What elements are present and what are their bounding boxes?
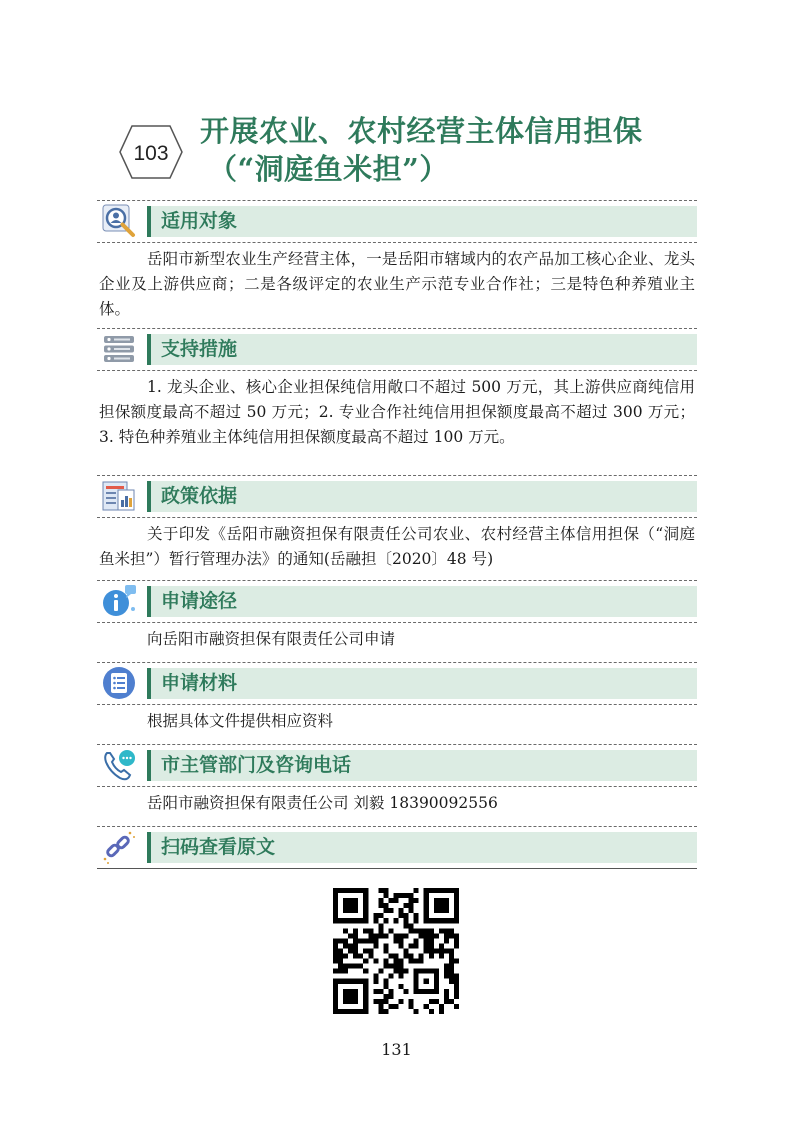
page-title [200,112,643,188]
section-header [97,662,697,705]
section-application-materials [97,662,697,740]
section-body: 岳阳市融资担保有限责任公司 刘毅 18390092556 [147,794,498,812]
section-title: 扫码查看原文 [161,836,276,858]
section-scan-original [97,826,697,869]
section-applicable-targets [97,200,697,328]
section-body: 关于印发《岳阳市融资担保有限责任公司农业、农村经营主体信用担保（“洞庭鱼米担”）暂行管理办法》的通知(岳融担〔2020〕48 号) [99,525,695,568]
section-contact [97,744,697,822]
info-chat-icon [101,583,137,619]
qr-code[interactable] [333,888,459,1014]
section-title: 政策依据 [161,485,238,507]
item-number: 103 [133,142,169,165]
magnifier-person-icon [101,203,137,239]
section-application-channel [97,580,697,658]
section-support-measures [97,328,697,456]
phone-icon [101,747,137,783]
section-body: 向岳阳市融资担保有限责任公司申请 [147,630,396,648]
title-line-2: （“洞庭鱼米担”） [208,152,449,186]
section-header [97,328,697,371]
section-body: 根据具体文件提供相应资料 [147,712,334,730]
section-body: 岳阳市新型农业生产经营主体，一是岳阳市辖域内的农产品加工核心企业、龙头企业及上游供应商；二是各级评定的农业生产示范专业合作社；三是特色种养殖业主体。 [99,250,695,318]
page-number: 131 [381,1040,412,1059]
section-title: 市主管部门及咨询电话 [161,754,352,776]
item-number-badge [118,124,184,180]
section-policy-basis [97,475,697,578]
section-header [97,580,697,623]
server-list-icon [101,331,137,367]
section-header [97,744,697,787]
section-header [97,200,697,243]
link-icon [101,829,137,865]
section-title: 适用对象 [161,210,238,232]
page-header [118,112,718,192]
section-title: 申请途径 [161,590,238,612]
section-header [97,475,697,518]
section-title: 申请材料 [161,672,238,694]
document-chart-icon [101,478,137,514]
section-body: 1. 龙头企业、核心企业担保纯信用敞口不超过 500 万元，其上游供应商纯信用担保额度最高不超过 50 万元；2. 专业合作社纯信用担保额度最高不超过 300 万元；3. 特色种养殖业主体纯信用担保额度最高不超过 100 万元。 [99,378,695,446]
list-document-icon [101,665,137,701]
section-header [97,826,697,869]
title-line-1: 开展农业、农村经营主体信用担保 [200,114,643,148]
section-title: 支持措施 [161,338,238,360]
